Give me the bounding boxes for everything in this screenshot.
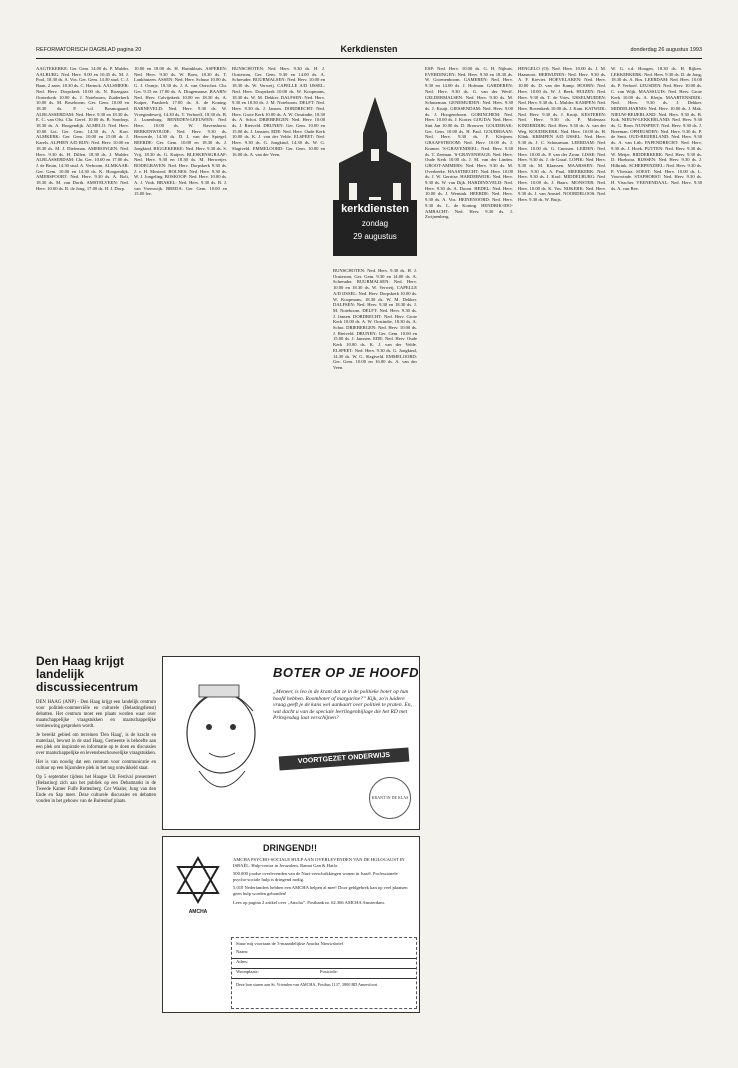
header-newspaper-name: REFORMATORISCH DAGBLAD pagina 20 (36, 47, 142, 53)
advertisement-boter (162, 656, 420, 830)
place-field[interactable] (232, 969, 416, 979)
listing-text: AAGTEKERKE: Ger. Gem. 14.00 ds. P. Mulder. AALBURG: Ned. Herv. 9.00 en 10.45 ds. M. J. Pool, 18.30 ds. A. Vos. Ger. Gem. 14.30 stud. C. J. Baan, 2 aanv. 18.30 ds. C. Harinck. AALSMEER: Ned. Herv. Dorpskerk 10.00 ds. N. Rozegaar. Oosterkerk 10.00 ds. J. Noteboom, Zuiderkerk 10.00 ds. M. Roseboom. Ger. Gem. 10.00 en 18.30 ds. P. v.d. Bosmogaard. ALBLASSERDAM: Ned. Herv. 9.30 en 18.30 ds. E. C. van Olst. Chr. Geref. 10.00 ds. B. Sondorp, 18.30 ds. A. Hoogendijk. ALMELO: Ned. Herv. 10.00 Lot. Ger. Gem. 14.30 ds. A. Kort. ALMKERK: Ger. Gem. 10.00 en 15.00 dr. J. Karels. ALPHEN A/D RIJN: Ned. Herv. 10.00 en 18.30 ds. M. J. Dieleman. AMERONGEN: Ned. Herv. 9.30 ds. H. Dillen, 18.30 ds. J. Mulder. ALBLASSERDAM: Chr. Ger. 10.00 en 17.00 ds. J. de Bruin, 14.30 stud. A. Verboom. ALMKAAR: Ger. Gem. 10.00 en 14.30 ds. K. Hoogendijk. AMERSFOORT: Ned. Herv. 9.30 ds. A. Bolt, 18.30 ds. M. van Dorth. AMSTELVEEN: Ned. Herv. 10.00 ds. R. de Jong, 17.00 ds. H. J. Dorp. (36, 66, 129, 191)
amcha-star-logo-icon (173, 855, 223, 905)
listing-column-3 (232, 66, 325, 646)
header-section-title: Kerkdiensten (340, 44, 398, 54)
krant-in-de-klas-logo: KRANT IN DE KLAS (369, 777, 411, 819)
listing-column-5 (518, 66, 606, 1011)
ad-banner: VOORTGEZET ONDERWIJS (279, 747, 410, 770)
address-label: Adres: (236, 959, 249, 964)
article-paragraph: Het is van noodig dat een centrum voor communicatie en cultuur op een bijzondere plek in het nog ontwikkeld staat. (36, 760, 156, 771)
ad-body (233, 857, 413, 908)
advertisement-amcha (162, 836, 420, 1013)
listing-text: 10.00 en 18.00 ds. H. Harinkhuis. ASPEREN: Ned. Herv. 9.30 ds. W. Born, 18.30 ds. T. Lankhuizen. ASSEN: Ned. Herv. Schuur 10.00 ds. G. J. Oranje, 18.30 ds. J. A. van Oorschot. Chr. Ger. 9.15 en 17.00 ds. A. Dingemanse. BAARN: Ned. Herv. Calvijnkerk 10.00 en 18.30 ds. A. Kuiper, Paaskerk 17.00 ds. A. de Koning. BARNEVELD: Ned. Herv. 9.30 ds. W. Vroegindeweij, 14.30 ds. T. Verhoeff, 18.30 ds. B. J. Lunenburg. BENEDEN-LEEUWEN: Ned. Herv. 10.00 ds. W. Ravenshorst. BERKENWOUDE: Ned. Herv. 9.30 ds. Herwerde, 14.30 ds. D. J. van der Spiegel. BEERDE: Ger. Gem. 10.00 en 18.30 ds. J. Jongkind. BIGGEKERKE: Ned. Herv. 9.30 ds. S. Vrij, 18.30 ds. G. Kuijers. BLESKENSGRAAF: Ned. Herv. 9.30 en 18.30 ds. M. Herweijer. BODEGRAVEN: Ned. Herv. Dorpskerk 9.30 ds. J. v. H. Mosterd. BOLNES: Ned. Herv. 9.30 ds. W. J. Jongeling. BOSKOOP: Ned. Herv. 10.00 ds. A. J. Vink. BRAKEL: Ned. Herv. 9.30 ds. B. J. van Vreeswijk. BREDA: Ger. Gem. 10.00 en 15.00 lez. (134, 66, 227, 197)
article-paragraph: Je bereikt gebied om terreinen 'Den Haag', is de kracht en materiaal, bewust in de stad Haag. Gemeente is behoefte aan een plek om inspiratie en informatie op te doen en discussies over maatschappelijke en levensbeschouwelijke vraagstukken. (36, 733, 157, 756)
ad-quote: „Meneer, is leo in de krant dat ze in de politieke boter op hun hoofd hebben. Roomboter of margarine?” Kijk, zo'n luidere vraag geeft je de kans wel aankaart over politiek te praten. En, wat dacht u van de speciale leerlingenbijlage die het RD met Prinsjesdag laat verschijnen? (273, 689, 412, 721)
tower-window (371, 149, 379, 161)
listing-text: HENGELO (O): Ned. Herv. 10.00 ds. J. M. Haasnoot. HERWIJNEN: Ned. Herv. 9.30 ds. A. F. Kieviet. HOEVELAKEN: Ned. Herv. 10.00 ds. D. van der Kamp. HOORN: Ned. Herv. 10.00 ds. W. J. Beek. HUIZEN: Ned. Herv. 9.30 ds. T. de Vries. IJSSELMUIDEN: Ned. Herv. 9.30 ds. L. Mulder. KAMPEN: Ned. Herv. Bovenkerk 10.00 ds. J. Kam. KATWIJK: Ned. Herv. 9.30 ds. J. Kruijt. KESTEREN: Ned. Herv. 9.30 ds. P. Molenaar. KINDERDIJK: Ned. Herv. 9.30 ds. A. van der Weg. KOUDEKERK: Ned. Herv. 10.00 ds. H. Klink. KRIMPEN A/D IJSSEL: Ned. Herv. 9.30 ds. J. C. Schuurman. LEERDAM: Ned. Herv. 10.00 ds. G. Cnossen. LEIDEN: Ned. Herv. 10.00 ds. P. van der Zwan. LISSE: Ned. Herv. 9.30 ds. J. de Graaf. LOPIK: Ned. Herv. 9.30 ds. M. Klaassen. MAARSSEN: Ned. Herv. 9.30 ds. A. Paul. MEERKERK: Ned. Herv. 9.30 ds. J. Kool. MIDDELBURG: Ned. Herv. 10.00 ds. J. Baars. MONSTER: Ned. Herv. 10.00 ds. K. Vos. NIJKERK: Ned. Herv. 9.30 ds. J. van Amstel. NOORDELOOS: Ned. Herv. 9.30 ds. W. Buijs. (518, 66, 606, 203)
article-headline: Den Haag krijgt landelijk discussiecentrum (36, 654, 139, 694)
ad-paragraph: Lees op pagina 2 artikel over „Amcha”. Postbank nr. 62.366 AMCHA Amsterdam. (233, 899, 385, 905)
listing-column-1 (36, 66, 129, 646)
amcha-label: AMCHA (188, 909, 208, 915)
news-article (36, 655, 156, 808)
article-paragraph: Op 5 september tijdens het Haagse Uit Festival presenteert (Belastinq) zich aan het publiek op een Debatmarkt in de Tweede Kamer Fulfe Rottenberg. Cor Waaler, Jung van den Ende en Sap meer. Deze culturele discussies en debatten vonden in het gebouw van de Buitenhof plaats. (36, 775, 156, 804)
listing-column-4 (425, 66, 513, 1011)
ad-headline: DRINGEND!! (263, 843, 317, 853)
kerkdiensten-day: zondag (361, 219, 389, 228)
cartoon-head-illustration (169, 663, 269, 823)
article-paragraph: DEN HAAG (ANP) - Den Haag krijgt een landelijk centrum voor politiek-commerciële en culturele (Belastingdienst) debatten. Het centrum moet een plaats worden waar over maatschappelijke vraagstukken en maatschappelijke vernieuwing gesproken wordt. (36, 700, 156, 729)
name-field[interactable] (232, 949, 416, 959)
header-date: donderdag 26 augustus 1993 (630, 47, 702, 53)
kerkdiensten-date: 29 augustus (353, 232, 397, 241)
ad-paragraph: AMCHA PSYCHO-SOCIALE HULP AAN OVERLEVENDEN VAN DE HOLOCAUST IN ISRAËL. Hulp-centra in Jeruzalem, Ramat Gan & Haifa. (233, 857, 405, 868)
name-label: Naam: (236, 949, 249, 954)
coupon-intro: Stuur mij voortaan de 3-maandelijkse Amcha Nieuwsbrief (236, 941, 344, 946)
listing-text: W. G. v.d. Hoogen, 18.30 ds. H. Rijken. LEKKERKERK: Ned. Herv. 9.30 ds. D. de Jong, 18.30 ds. A. Bos. LEERDAM: Ned. Herv. 10.00 ds. P. Verhoef. LEUSDEN: Ned. Herv. 10.00 ds. C. van Wijk. MAASSLUIS: Ned. Herv. Grote Kerk 10.00 ds. A. Kleijn. MAARTENSDIJK: Ned. Herv. 9.30 ds. J. Dekker. MIDDELHARNIS: Ned. Herv. 10.00 ds. J. Mak. NIEUW-BEIJERLAND: Ned. Herv. 9.30 ds. B. Kok. NIEUW-LEKKERLAND: Ned. Herv. 9.30 ds. G. Born. NUNSPEET: Ned. Herv. 9.30 ds. J. Breeman. OPHEUSDEN: Ned. Herv. 9.30 ds. P. de Smit. OUD-BEIJERLAND: Ned. Herv. 9.30 ds. A. van Lith. PAPENDRECHT: Ned. Herv. 9.30 ds. J. Hoek. PUTTEN: Ned. Herv. 9.30 ds. W. Meijer. RIDDERKERK: Ned. Herv. 9.30 ds. D. Hoekstra. RIJSSEN: Ned. Herv. 9.30 ds. J. Hilbrink. SCHERPENZEEL: Ned. Herv. 9.30 ds. P. Vlietstra. SOEST: Ned. Herv. 10.00 ds. L. Voorwinde. STAPHORST: Ned. Herv. 9.30 ds. H. Visscher. VEENENDAAL: Ned. Herv. 9.30 ds. A. van Ree. (611, 66, 702, 191)
coupon-footer: Deze bon sturen aan St. Vrienden van AMCHA, Postbus 1137, 3800 BD Amersfoort (236, 982, 378, 987)
church-window-left (349, 183, 357, 201)
postcode-label: Postcode: (320, 969, 338, 974)
listing-column-6 (611, 66, 702, 1011)
place-label: Woonplaats: (236, 969, 259, 974)
listing-text: BUNSCHOTEN: Ned. Herv. 9.30 ds. H. J. Oosterom, Ger. Gem. 9.30 en 14.00 ds. A. Schreuder. BUURMALSEN: Ned. Herv. 10.00 en 18.30 ds. W. Verweij. CAPELLE A/D IJSSEL: Ned. Herv. Dorpskerk 10.00 ds. W. Koopmans, 18.30 ds. W. M. Dekker. DALFSEN: Ned. Herv. 9.30 en 18.30 ds. J. M. Noteboom. DELFT: Ned. Herv. 9.30 ds. J. Jansen. DORDRECHT: Ned. Herv. Grote Kerk 10.00 ds. A. W. Oostindie, 18.30 ds. A. Schot. DRIEBERGEN: Ned. Herv. 10.00 ds. J. Rietveld. DRUNEN: Ger. Gem. 10.00 en 15.00 ds. J. Janssen. EDE: Ned. Herv. Oude Kerk 10.00 ds. K. J. van der Velde. ELSPEET: Ned. Herv. 9.30 ds. G. Jongkind, 14.30 ds. W. G. Slagtveld. EMMELOORD: Ger. Gem. 10.00 en 16.00 ds. A. van der Veen. (232, 66, 325, 157)
ad-paragraph: 500.000 joodse overlevenden van de Nazi-verschrikkingen wonen in Israël. Professionele psycho-sociale hulp is dringend nodig. (233, 871, 398, 882)
kerkdiensten-title: kerkdiensten (341, 203, 409, 215)
listing-column-2 (134, 66, 227, 646)
ad-headline: BOTER OP JE HOOFD (273, 665, 419, 680)
church-spire (363, 97, 387, 133)
article-body (36, 700, 156, 805)
listing-column-3b (333, 268, 417, 646)
address-field[interactable] (232, 959, 416, 969)
coupon-form (231, 937, 417, 1009)
ad-paragraph: 5.010 Nederlanders hebben een AMCHA helpen al mee! Door geldgebrek kan op veel plaatsen geen hulp worden gebonden! (233, 885, 408, 896)
kerkdiensten-box (333, 200, 417, 256)
page-header (36, 44, 702, 59)
listing-text: ESP: Ned. Herv. 10.00 ds. G. H. Nijhuis. EVERDINGEN: Ned. Herv. 9.30 en 18.30 ds. W. Groenenboom. GAMEREN: Ned. Herv. 9.30 en 14.00 ds. J. Hofman. GARDEREN: Ned. Herv. 9.30 ds. G. van der Werff. GELDERMALSEN: Ned. Herv. 9.30 ds. M. Schuurman. GENEMUIDEN: Ned. Herv. 9.30 ds. J. Kruijt. GIESSENDAM: Ned. Herv. 9.00 ds. J. Hoogendoorn. GORINCHEM: Ned. Herv. 10.00 ds. J. Koster. GOUDA: Ned. Herv. Sint Jan 10.00 ds. D. Brouwer. GOUDERAK: Ger. Gem. 10.00 ds. H. Paul. GOUDRIAAN: Ned. Herv. 9.30 ds. F. Kleijnen. GRAAFSTROOM: Ned. Herv. 10.00 ds. J. Kramer. 'S-GRAVENDEEL: Ned. Herv. 9.30 ds. T. Zeeman. 'S-GRAVENHAGE: Ned. Herv. Oude Kerk 10.00 ds. J. M. van der Linden. GROOT-AMMERS: Ned. Herv. 9.30 ds. M. Overbeeke. HAASTRECHT: Ned. Herv. 10.00 ds. J. W. Gerritse. HARDERWIJK: Ned. Herv. 9.30 ds. W. van Dijk. HARDINXVELD: Ned. Herv. 9.30 ds. A. Doorn. HEDEL: Ned. Herv. 10.00 ds. J. Wentink. HEERDE: Ned. Herv. 9.30 ds. A. Vos. HEINENOORD: Ned. Herv. 9.30 ds. L. de Koning. HENDRIK-IDO-AMBACHT: Ned. Herv. 9.30 ds. J. Zwijnenberg. (425, 66, 513, 220)
listing-text: BUNSCHOTEN: Ned. Herv. 9.30 ds. H. J. Oosterom, Ger. Gem. 9.30 en 14.00 ds. A. Schreuder. BUURMALSEN: Ned. Herv. 10.00 en 18.30 ds. W. Verweij. CAPELLE A/D IJSSEL: Ned. Herv. Dorpskerk 10.00 ds. W. Koopmans, 18.30 ds. W. M. Dekker. DALFSEN: Ned. Herv. 9.30 en 18.30 ds. J. M. Noteboom. DELFT: Ned. Herv. 9.30 ds. J. Jansen. DORDRECHT: Ned. Herv. Grote Kerk 10.00 ds. A. W. Oostindie, 18.30 ds. A. Schot. DRIEBERGEN: Ned. Herv. 10.00 ds. J. Rietveld. DRUNEN: Ger. Gem. 10.00 en 15.00 ds. J. Janssen. EDE: Ned. Herv. Oude Kerk 10.00 ds. K. J. van der Velde. ELSPEET: Ned. Herv. 9.30 ds. G. Jongkind, 14.30 ds. W. G. Slagtveld. EMMELOORD: Ger. Gem. 10.00 en 16.00 ds. A. van der Veen. (333, 268, 417, 370)
church-window-right (393, 183, 401, 201)
